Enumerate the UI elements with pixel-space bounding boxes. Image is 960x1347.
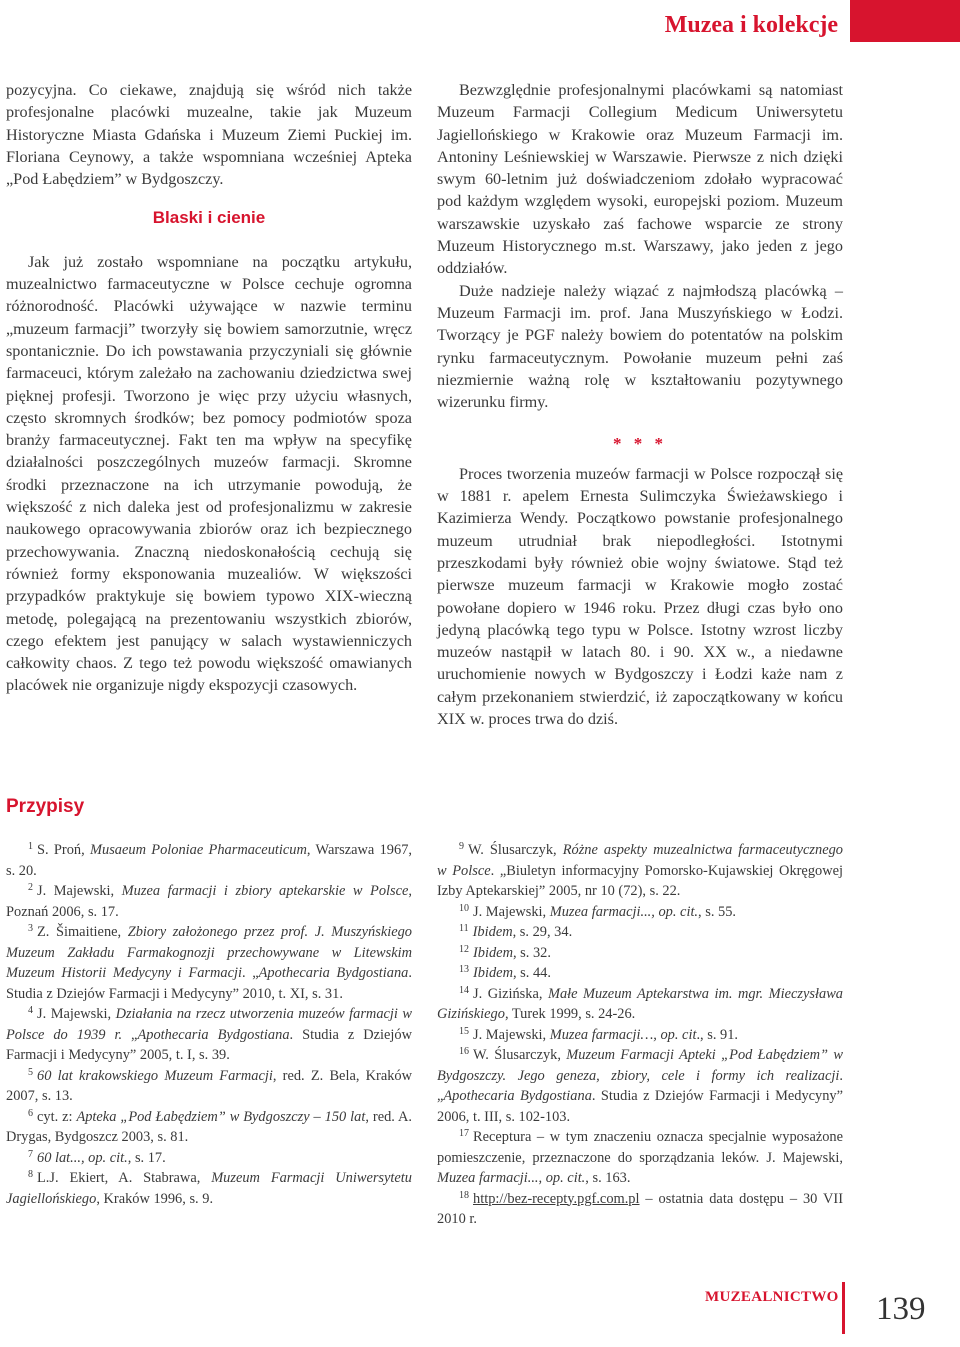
footnote: $^{13}$ Ibidem, s. 44. bbox=[459, 964, 551, 981]
page-number: 139 bbox=[876, 1291, 926, 1327]
paragraph: Proces tworzenia muzeów farmacji w Polsce rozpoczął się w 1881 r. apelem Ernesta Sulimczyka Świeżawskiego i Kazimierza Wendy. Początkowo powstanie profesjonalnego muzeum utrudniał brak niepodległości. Istotnymi przeszkodami były również obie wojny światowe. Stąd też pierwsze muzeum farmacji w Krakowie mogło zostać powołane dopiero w 1946 roku. Przez długi czas było ono jedyną placówką tego typu w Polsce. Istotny wzrost liczby muzeów nastąpił w latach 80. i 90. XX w., a niedawne uruchomienie nowych w Bydgoszczy i Łodzi każe nam z całym przekonaniem stwierdzić, iż zapoczątkowany w końcu XIX w. proces trwa do dziś. bbox=[437, 464, 843, 729]
footnote: $^{11}$ Ibidem, s. 29, 34. bbox=[459, 923, 573, 940]
paragraph: Bezwzględnie profesjonalnymi placówkami są natomiast Muzeum Farmacji Collegium Medicum Uniwersytetu Jagiellońskiego w Krakowie oraz Muzeum Farmacji im. Antoniny Leśniewskiej w Warszawie. Pierwsze z nich dzięki swym 60-letnim już doświadczeniom zdołało wypracować pod każdym względem wysoki, europejski poziom. Muzeum warszawskie uzyskało zaś fachowe wsparcie ze strony Muzeum Historycznego m.st. Warszawy, jako jeden z jego oddziałów. bbox=[437, 81, 843, 278]
running-header-title: Muzea i kolekcje bbox=[664, 12, 838, 38]
paragraph: Jak już zostało wspomniane na początku artykułu, muzealnictwo farmaceutyczne w Polsce cechuje ogromna różnorodność. Placówki używające w nazwie terminu „muzeum farmacji” tworzyły się bowiem samorzutnie, wręcz spontanicznie. Do ich powstawania przyczyniali się głównie farmaceuci, którym zależało na zachowaniu dziedzictwa swej pięknej profesji. Tworzono je więc przy użyciu własnych, często skromnych środków; bez pomocy podmiotów spoza branży farmaceutycznej. Fakt ten ma wpływ na specyfikę działalności poszczególnych muzeów farmacji. Skromne środki przeznaczone na ich utrzymanie powodują, że większość z nich daleka jest od profesjonalizmu w zakresie naukowego opracowywania zbiorów oraz ich bezpiecznego przechowywania. Znaczną niedoskonałością cechują się również formy eksponowania muzealiów. W większości przypadków praktykuje się bowiem typowo XIX-wieczną metodę, polegającą na prezentowaniu wszystkich zbiorów, czego efektem jest panujący w salach wystawienniczych całkowity chaos. Z tego też powodu większość omawianych placówek nie organizuje nigdy ekspozycji czasowych. bbox=[6, 252, 412, 695]
left-column bbox=[6, 79, 412, 697]
footnote: $^9$ W. Ślusarczyk, Różne aspekty muzealnictwa farmaceutycznego w Polsce. „Biuletyn informacyjny Pomorsko-Kujawskiej Okręgowej Izby Aptekarskiej” 2005, nr 10 (72), s. 22. bbox=[437, 841, 844, 899]
footnote: $^6$ cyt. z: Apteka „Pod Łabędziem” w Bydgoszczy – 150 lat, red. A. Drygas, Bydgoszcz 2003, s. 81. bbox=[6, 1107, 413, 1145]
footnote: $^2$ J. Majewski, Muzea farmacji i zbiory aptekarskie w Polsce, Poznań 2006, s. 17. bbox=[6, 882, 413, 920]
section-heading: Blaski i cienie bbox=[152, 208, 266, 228]
footer-divider bbox=[842, 1282, 845, 1334]
footnote: $^{15}$ J. Majewski, Muzea farmacji…, op. cit., s. 91. bbox=[459, 1025, 739, 1043]
footnotes-heading: Przypisy bbox=[6, 796, 85, 817]
footnote: $^5$ 60 lat krakowskiego Muzeum Farmacji, red. Z. Bela, Kraków 2007, s. 13. bbox=[6, 1066, 412, 1104]
footnote: $^{12}$ Ibidem, s. 32. bbox=[459, 943, 551, 961]
paragraph: pozycyjna. Co ciekawe, znajdują się wśród nich także profesjonalne placówki muzealne, takie jak Muzeum Historyczne Miasta Gdańska i Muzeum Ziemi Puckiej im. Floriana Ceynowy, a także wspomniana wcześniej Apteka „Pod Łabędziem” w Bydgoszczy. bbox=[6, 81, 412, 189]
footnotes-left-column bbox=[6, 840, 412, 1209]
footnote-link[interactable]: http://bez-recepty.pgf.com.pl bbox=[473, 1190, 640, 1207]
paragraph: Duże nadzieje należy wiązać z najmłodszą placówką – Muzeum Farmacji im. prof. Jana Muszyńskiego w Łodzi. Tworzący je PGF należy bowiem do potentatów na polskim rynku farmaceutycznym. Powołanie muzeum pełni zaś niezmiernie ważną rolę w kształtowaniu pozytywnego wizerunku firmy. bbox=[437, 281, 843, 412]
header-accent-bar bbox=[850, 0, 960, 42]
section-separator: * * * bbox=[613, 434, 667, 454]
right-column bbox=[437, 79, 843, 730]
footnote: $^1$ S. Proń, Musaeum Poloniae Pharmaceuticum, Warszawa 1967, s. 20. bbox=[6, 841, 412, 879]
footnote: $^{10}$ J. Majewski, Muzea farmacji..., op. cit., s. 55. bbox=[459, 902, 737, 920]
footnote: $^7$ 60 lat..., op. cit., s. 17. bbox=[28, 1148, 166, 1166]
footnote: $^{14}$ J. Gizińska, Małe Muzeum Aptekarstwa im. mgr. Mieczysława Gizińskiego, Turek 1999, s. 24-26. bbox=[437, 984, 843, 1022]
footnote: $^4$ J. Majewski, Działania na rzecz utworzenia muzeów farmacji w Polsce do 1939 r. „Apothecaria Bydgostiana. Studia z Dziejów Farmacji i Medycyny” 2005, t. I, s. 39. bbox=[6, 1005, 412, 1063]
footnote: $^{16}$ W. Ślusarczyk, Muzeum Farmacji Apteki „Pod Łabędziem” w Bydgoszczy. Jego geneza, zbiory, cele i formy ich realizacji. „Apothecaria Bydgostiana. Studia z Dziejów Farmacji i Medycyny” 2006, t. III, s. 102-103. bbox=[437, 1046, 844, 1125]
magazine-name: MUZEALNICTWO bbox=[705, 1289, 839, 1305]
footnote: $^8$ L.J. Ekiert, A. Stabrawa, Muzeum Farmacji Uniwersytetu Jagiellońskiego, Kraków 1996, s. 9. bbox=[6, 1169, 412, 1207]
footnotes-right-column bbox=[437, 840, 843, 1230]
footnote: $^{17}$ Receptura – w tym znaczeniu oznacza specjalnie wyposażone pomieszczenie, przeznaczone do sporządzania leków. J. Majewski, Muzea farmacji..., op. cit., s. 163. bbox=[437, 1128, 843, 1186]
footnote: $^3$ Z. Šimaitiene, Zbiory założonego przez prof. J. Muszyńskiego Muzeum Zakładu Farmakognozji przechowywane w Litewskim Muzeum Historii Medycyny i Farmacji. „Apothecaria Bydgostiana. Studia z Dziejów Farmacji i Medycyny” 2010, t. XI, s. 31. bbox=[6, 923, 412, 1002]
footnote: $^{18}$ http://bez-recepty.pgf.com.pl – ostatnia data dostępu – 30 VII 2010 r. bbox=[437, 1189, 843, 1227]
